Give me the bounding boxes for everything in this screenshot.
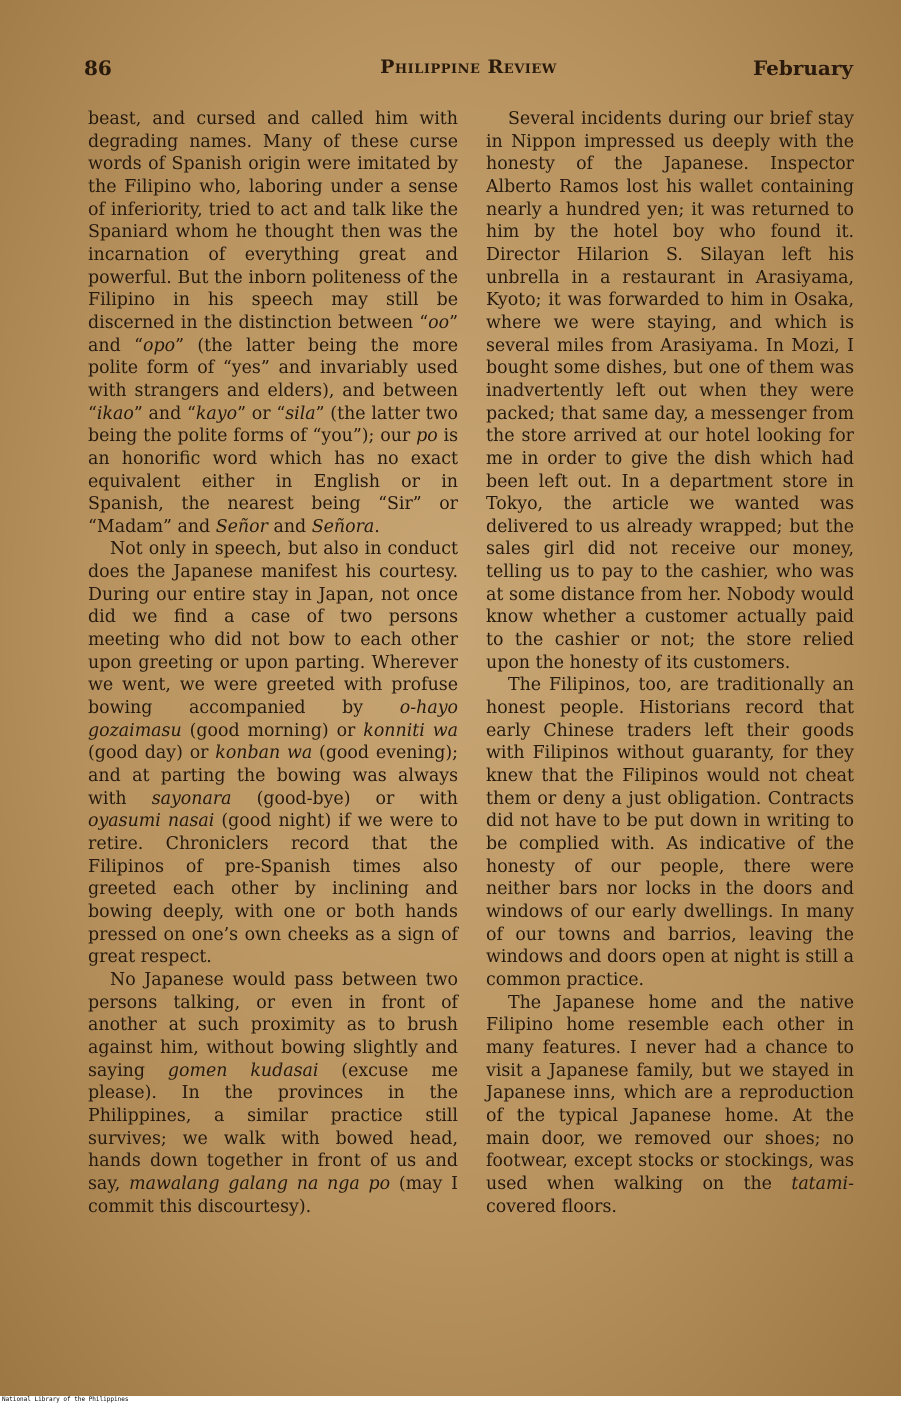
left-column [88, 108, 458, 1218]
page-number: 86 [84, 56, 112, 80]
footer-strip [0, 1396, 901, 1403]
paragraph: beast, and cursed and called him with degrading names. Many of these curse words of Spanish origin were imitated by the Filipino who, laboring under a sense of inferiority, tried to act and talk like the Spaniard whom he thought then was the incarnation of everything great and powerful. But the inborn politeness of the Filipino in his speech may still be discerned in the distinction between “oo” and “opo” (the latter being the more polite form of “yes” and invariably used with strangers and elders), and between “ikao” and “kayo” or “sila” (the latter two being the polite forms of “you”); our po is an honorific word which has no exact equivalent either in English or in Spanish, the nearest being “Sir” or “Madam” and Señor and Señora. [88, 109, 459, 537]
page-header [84, 56, 853, 88]
paragraph: Several incidents during our brief stay in Nippon impressed us deeply with the honesty of the Japanese. Inspector Alberto Ramos lost his wallet containing nearly a hundred yen; it was returned to him by the hotel boy who found it. Director Hilarion S. Silayan left his unbrella in a restaurant in Arasiyama, Kyoto; it was forwarded to him in Osaka, where we were staying, and which is several miles from Arasiyama. In Mozi, I bought some dishes, but one of them was inadvertently left out when they were packed; that same day, a messenger from the store arrived at our hotel looking for me in order to give the dish which had been left out. In a department store in Tokyo, the article we wanted was delivered to us already wrapped; but the sales girl did not receive our money, telling us to pay to the cashier, who was at some distance from her. Nobody would know whether a customer actually paid to the cashier or not; the store relied upon the honesty of its customers. [486, 109, 854, 673]
paragraph: The Japanese home and the native Filipino home resemble each other in many features. I never had a chance to visit a Japanese family, but we stayed in Japanese inns, which are a reproduction of the typical Japanese home. At the main door, we removed our shoes; no footwear, except stocks or stockings, was used when walking on the tatami-covered floors. [486, 992, 854, 1217]
library-credit: National Library of the Philippines [2, 1396, 129, 1403]
issue-month: February [752, 56, 853, 80]
paragraph: Not only in speech, but also in conduct does the Japanese manifest his courtesy. During our entire stay in Japan, not once did we find a case of two persons meeting who did not bow to each other upon greeting or upon parting. Wherever we went, we were greeted with profuse bowing accompanied by o-hayo gozaimasu (good morning) or konniti wa (good day) or konban wa (good evening); and at parting the bowing was always with sayonara (good-bye) or with oyasumi nasai (good night) if we were to retire. Chroniclers record that the Filipinos of pre-Spanish times also greeted each other by inclining and bowing deeply, with one or both hands pressed on one’s own cheeks as a sign of great respect. [88, 539, 458, 968]
right-column [486, 108, 854, 1218]
paragraph: The Filipinos, too, are traditionally an honest people. Historians record that early Chinese traders left their goods with Filipinos without guaranty, for they knew that the Filipinos would not cheat them or deny a just obligation. Contracts did not have to be put down in writing to be complied with. As indicative of the honesty of our people, there were neither bars nor locks in the doors and windows of our early dwellings. In many of our towns and barrios, leaving the windows and doors open at night is still a common practice. [486, 675, 854, 990]
paragraph: No Japanese would pass between two persons talking, or even in front of another at such proximity as to brush against him, without bowing slightly and saying gomen kudasai (excuse me please). In the provinces in the Philippines, a similar practice still survives; we walk with bowed head, hands down together in front of us and say, mawalang galang na nga po (may I commit this discourtesy). [88, 969, 458, 1217]
journal-title: Philippine Review [380, 56, 557, 78]
